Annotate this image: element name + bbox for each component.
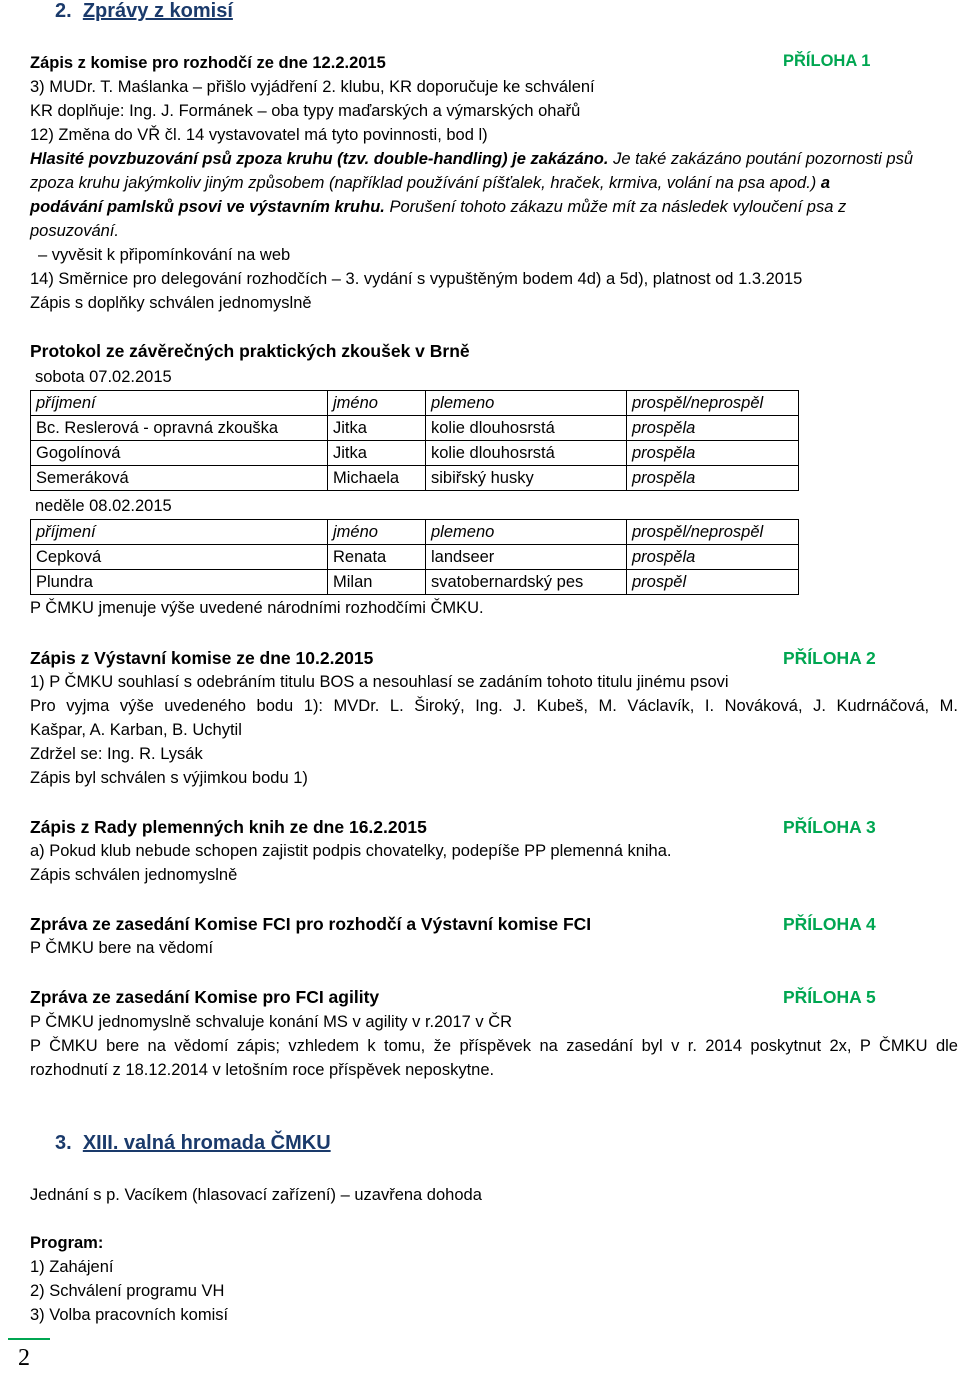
zapis1-italic: zpoza kruhu jakýmkoliv jiným způsobem (například používání píšťalek, hraček, krmiva, volání na psa apod.) a <box>30 174 831 192</box>
program-item: 1) Zahájení <box>30 1258 114 1276</box>
zapis5-line: P ČMKU bere na vědomí zápis; vzhledem k tomu, že příspěvek na zasedání byl v r. 2014 poskytnut 2x, P ČMKU dle <box>30 1037 958 1055</box>
table-cell: svatobernardský pes <box>426 570 627 595</box>
table-cell: prospěla <box>627 441 799 466</box>
protokol-table-1 <box>30 390 799 491</box>
zapis5-title: Zpráva ze zasedání Komise pro FCI agility <box>30 987 380 1007</box>
table-header-row <box>31 520 799 545</box>
zapis3-title: Zápis z Rady plemenných knih ze dne 16.2.2015 <box>30 817 427 837</box>
zapis1-line: KR doplňuje: Ing. J. Formánek – oba typy maďarských a výmarských ohařů <box>30 102 581 120</box>
table-header-row <box>31 391 799 416</box>
zapis3-line: a) Pokud klub nebude schopen zajistit podpis chovatelky, podepíše PP plemenná kniha. <box>30 842 672 860</box>
priloha-4-tag: PŘÍLOHA 4 <box>783 914 876 934</box>
table-cell: Bc. Reslerová - opravná zkouška <box>31 416 328 441</box>
zapis5-line: rozhodnutí z 18.12.2014 v letošním roce příspěvek neposkytne. <box>30 1061 495 1079</box>
table-cell: prospěla <box>627 416 799 441</box>
table-cell: Milan <box>328 570 426 595</box>
table-row <box>31 545 799 570</box>
table-header-cell: prospěl/neprospěl <box>627 391 799 416</box>
table-cell: kolie dlouhosrstá <box>426 441 627 466</box>
page-number: 2 <box>18 1345 30 1371</box>
zapis1-line: Zápis s doplňky schválen jednomyslně <box>30 294 312 312</box>
table-header-cell: příjmení <box>31 391 328 416</box>
protokol-footer: P ČMKU jmenuje výše uvedené národními rozhodčími ČMKU. <box>30 599 484 617</box>
zapis1-line: 14) Směrnice pro delegování rozhodčích – 3. vydání s vypuštěným bodem 4d) a 5d), platnost od 1.3.2015 <box>30 270 803 288</box>
zapis1-title: Zápis z komise pro rozhodčí ze dne 12.2.2015 <box>30 54 386 72</box>
zapis5-line: P ČMKU jednomyslně schvaluje konání MS v agility v r.2017 v ČR <box>30 1013 513 1031</box>
zapis1-italic: posuzování. <box>30 222 119 240</box>
table-cell: sibiřský husky <box>426 466 627 491</box>
zapis3-line: Zápis schválen jednomyslně <box>30 866 238 884</box>
table-cell: Jitka <box>328 441 426 466</box>
table-cell: prospěla <box>627 545 799 570</box>
table-header-cell: jméno <box>328 391 426 416</box>
table-cell: Michaela <box>328 466 426 491</box>
table-row <box>31 441 799 466</box>
zapis2-line: 1) P ČMKU souhlasí s odebráním titulu BOS a nesouhlasí se zadáním tohoto titulu jinému psovi <box>30 673 729 691</box>
table-cell: Jitka <box>328 416 426 441</box>
table-header-cell: příjmení <box>31 520 328 545</box>
table-header-cell: plemeno <box>426 520 627 545</box>
zapis4-line: P ČMKU bere na vědomí <box>30 939 214 957</box>
table-cell: Gogolínová <box>31 441 328 466</box>
zapis1-line: 12) Změna do VŘ čl. 14 vystavovatel má tyto povinnosti, bod l) <box>30 126 488 144</box>
zapis1-line: – vyvěsit k připomínkování na web <box>38 246 291 264</box>
table-row <box>31 416 799 441</box>
protokol-day2: neděle 08.02.2015 <box>35 497 172 515</box>
table-header-cell: prospěl/neprospěl <box>627 520 799 545</box>
zapis2-title: Zápis z Výstavní komise ze dne 10.2.2015 <box>30 648 374 668</box>
protokol-title: Protokol ze závěrečných praktických zkoušek v Brně <box>30 341 470 361</box>
zapis2-line: Pro vyjma výše uvedeného bodu 1): MVDr. L. Široký, Ing. J. Kubeš, M. Václavík, I. Nováková, J. Kudrnáčová, M. <box>30 697 958 715</box>
zapis1-line: 3) MUDr. T. Maślanka – přišlo vyjádření 2. klubu, KR doporučuje ke schválení <box>30 78 595 96</box>
table-cell: Renata <box>328 545 426 570</box>
table-cell: Plundra <box>31 570 328 595</box>
table-header-cell: jméno <box>328 520 426 545</box>
priloha-3-tag: PŘÍLOHA 3 <box>783 817 876 837</box>
table-cell: kolie dlouhosrstá <box>426 416 627 441</box>
table-cell: Semeráková <box>31 466 328 491</box>
table-cell: Cepková <box>31 545 328 570</box>
table-header-cell: plemeno <box>426 391 627 416</box>
table-row <box>31 570 799 595</box>
protokol-table-2 <box>30 519 799 595</box>
priloha-1-tag: PŘÍLOHA 1 <box>783 52 871 70</box>
table-cell: landseer <box>426 545 627 570</box>
program-label: Program: <box>30 1234 104 1252</box>
zapis4-title: Zpráva ze zasedání Komise FCI pro rozhodčí a Výstavní komise FCI <box>30 914 592 934</box>
program-item: 2) Schválení programu VH <box>30 1282 225 1300</box>
page-number-rule <box>8 1338 50 1340</box>
table-row <box>31 466 799 491</box>
zapis2-line: Zdržel se: Ing. R. Lysák <box>30 745 203 763</box>
table-cell: prospěla <box>627 466 799 491</box>
section-3-heading: 3. XIII. valná hromada ČMKU <box>55 1132 331 1154</box>
table-cell: prospěl <box>627 570 799 595</box>
zapis1-italic: Hlasité povzbuzování psů zpoza kruhu (tzv. double-handling) je zakázáno. Je také zakázáno poutání pozornosti psů <box>30 150 914 168</box>
zapis2-line: Kašpar, A. Karban, B. Uchytil <box>30 721 242 739</box>
priloha-5-tag: PŘÍLOHA 5 <box>783 987 876 1007</box>
zapis2-line: Zápis byl schválen s výjimkou bodu 1) <box>30 769 308 787</box>
section-2-heading: 2. Zprávy z komisí <box>55 0 233 22</box>
priloha-2-tag: PŘÍLOHA 2 <box>783 648 876 668</box>
jednani-line: Jednání s p. Vacíkem (hlasovací zařízení) – uzavřena dohoda <box>30 1186 482 1204</box>
program-item: 3) Volba pracovních komisí <box>30 1306 229 1324</box>
protokol-day1: sobota 07.02.2015 <box>35 368 172 386</box>
zapis1-italic: podávání pamlsků psovi ve výstavním kruhu. Porušení tohoto zákazu může mít za následek vyloučení psa z <box>30 198 847 216</box>
